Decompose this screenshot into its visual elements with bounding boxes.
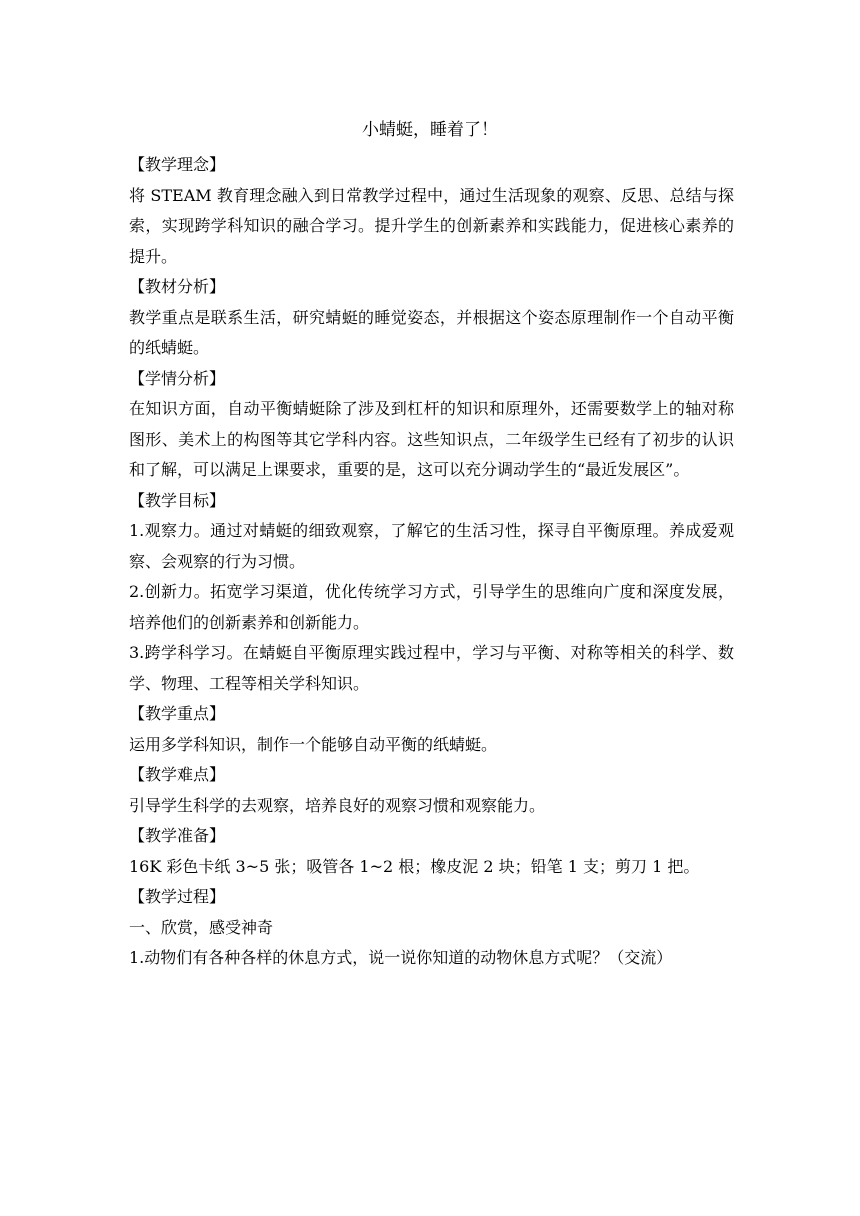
paragraph-preparation: 16K 彩色卡纸 3~5 张；吸管各 1~2 根；橡皮泥 2 块；铅笔 1 支；剪刀 1 把。	[129, 856, 700, 876]
heading-preparation: 【教学准备】	[129, 826, 226, 845]
goal-item-2: 2.创新力。拓宽学习渠道，优化传统学习方式，引导学生的思维向广度和深度发展，培养他们的创新素养和创新能力。	[129, 582, 734, 632]
goal-item-1: 1.观察力。通过对蜻蜓的细致观察，了解它的生活习性，探寻自平衡原理。养成爱观察、会观察的行为习惯。	[129, 521, 734, 571]
heading-teaching-philosophy: 【教学理念】	[129, 155, 226, 174]
process-section-1: 一、欣赏，感受神奇	[129, 917, 274, 937]
paragraph-student-analysis: 在知识方面，自动平衡蜻蜓除了涉及到杠杆的知识和原理外，还需要数学上的轴对称图形、美术上的构图等其它学科内容。这些知识点，二年级学生已经有了初步的认识和了解，可以满足上课要求，重要的是，这可以充分调动学生的“最近发展区”。	[129, 399, 734, 479]
heading-student-analysis: 【学情分析】	[129, 368, 226, 388]
goal-item-3: 3.跨学科学习。在蜻蜓自平衡原理实践过程中，学习与平衡、对称等相关的科学、数学、物理、工程等相关学科知识。	[129, 643, 734, 693]
heading-material-analysis: 【教材分析】	[129, 277, 226, 296]
process-item-1: 1.动物们有各种各样的休息方式，说一说你知道的动物休息方式呢？（交流）	[129, 948, 673, 967]
heading-teaching-goals: 【教学目标】	[129, 490, 226, 510]
heading-difficulties: 【教学难点】	[129, 765, 226, 784]
heading-teaching-process: 【教学过程】	[129, 887, 226, 906]
paragraph-teaching-philosophy: 将 STEAM 教育理念融入到日常教学过程中，通过生活现象的观察、反思、总结与探索，实现跨学科知识的融合学习。提升学生的创新素养和实践能力，促进核心素养的提升。	[129, 185, 734, 266]
paragraph-key-points: 运用多学科知识，制作一个能够自动平衡的纸蜻蜓。	[129, 734, 498, 754]
document-body	[129, 150, 734, 974]
document-title: 小蜻蜓，睡着了！	[362, 120, 498, 140]
paragraph-material-analysis: 教学重点是联系生活，研究蜻蜓的睡觉姿态，并根据这个姿态原理制作一个自动平衡的纸蜻蜓。	[129, 307, 734, 357]
heading-key-points: 【教学重点】	[129, 704, 226, 723]
paragraph-difficulties: 引导学生科学的去观察，培养良好的观察习惯和观察能力。	[129, 795, 546, 815]
